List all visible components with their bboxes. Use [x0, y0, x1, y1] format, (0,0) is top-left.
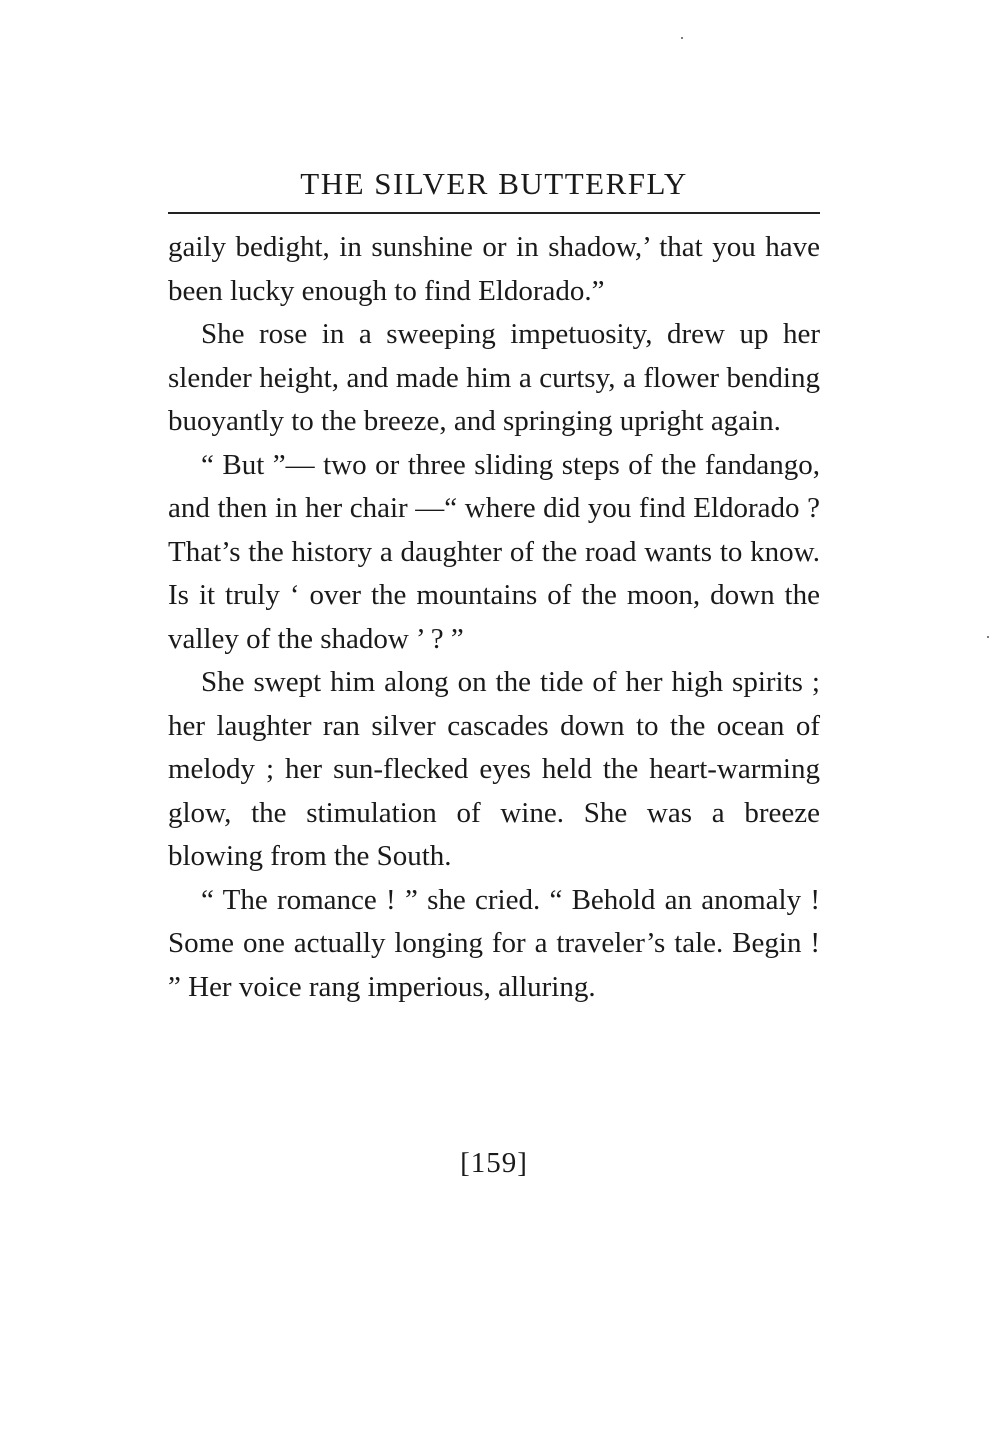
paragraph: “ The romance ! ” she cried. “ Behold an anomaly ! Some one actually longing for a traveler’s tale. Begin ! ” Her voice rang imperious, alluring. — [168, 883, 820, 1003]
scan-speck — [987, 636, 989, 638]
paragraph: She swept him along on the tide of her high spirits ; her laughter ran silver cascades down to the ocean of melody ; her sun-flecked eyes held the heart-warming glow, the stimulation of wine. She was a breeze blowing from the South. — [168, 666, 820, 872]
paragraph-continued: gaily bedight, in sunshine or in shadow,’ that you have been lucky enough to find Eldorado.” — [168, 231, 820, 307]
header-rule — [168, 212, 820, 214]
paragraph: She rose in a sweeping impetuosity, drew up her slender height, and made him a curtsy, a flower bending buoyantly to the breeze, and springing upright again. — [168, 318, 820, 437]
paragraph: “ But ”— two or three sliding steps of the fandango, and then in her chair —“ where did you find Eldorado ? That’s the history a daughter of the road wants to know. Is it truly ‘ over the mountains of the moon, down the valley of the shadow ’ ? ” — [168, 448, 820, 655]
scan-speck — [681, 37, 683, 39]
running-head: THE SILVER BUTTERFLY — [300, 166, 688, 201]
page-number: [159] — [460, 1147, 528, 1179]
body-text — [168, 226, 820, 1009]
